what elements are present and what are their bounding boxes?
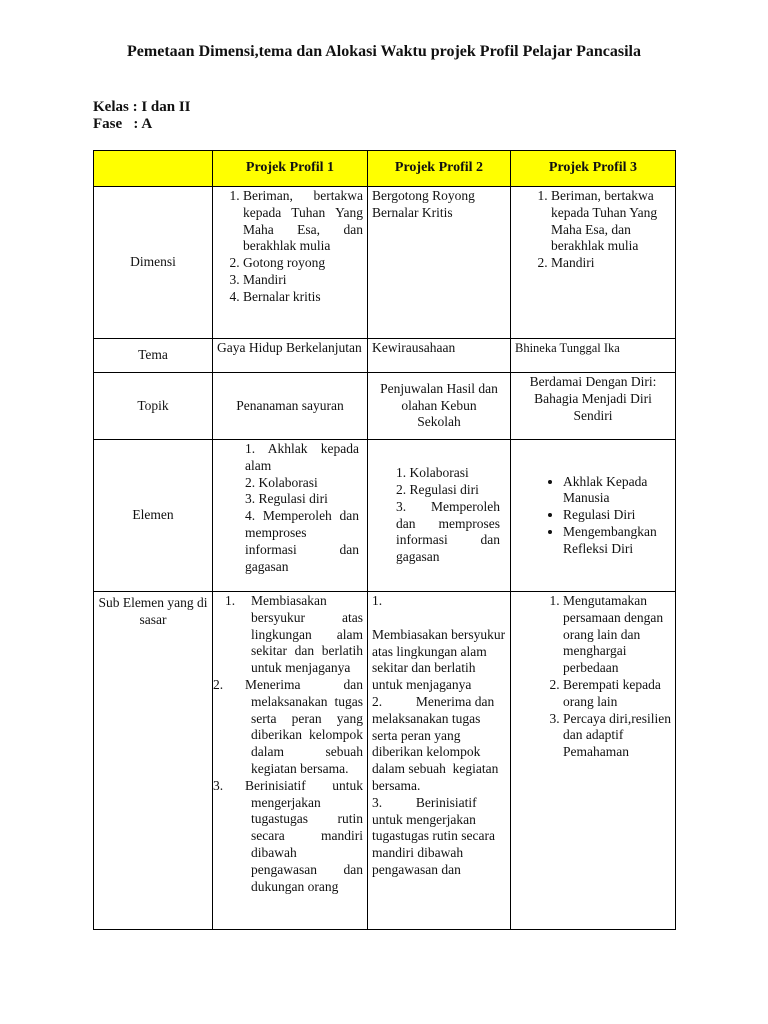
header-projek-2: Projek Profil 2 <box>368 151 511 187</box>
header-empty <box>94 151 213 187</box>
topik-p2-cell: Penjuwalan Hasil dan olahan Kebun Sekolah <box>368 373 511 440</box>
sub-elemen-p3-cell <box>511 592 676 930</box>
list-item: 1. Kolaborasi <box>396 465 469 481</box>
list-item: 2. Gotong royong <box>243 255 363 272</box>
list-item: 3. Mandiri <box>243 272 363 289</box>
list-item: • Akhlak Kepada Manusia <box>563 474 671 508</box>
list-item: 2. Berempati kepada orang lain <box>563 677 671 711</box>
document-meta <box>93 99 191 133</box>
table-header-row <box>94 151 676 187</box>
row-label-elemen: Elemen <box>94 440 213 592</box>
list-item: 1. Beriman, bertakwa kepada Tuhan Yang Maha Esa, dan berakhlak mulia <box>243 188 363 255</box>
row-label-tema: Tema <box>94 339 213 373</box>
item-number: 1. <box>225 593 236 608</box>
elemen-p1-list <box>217 441 363 575</box>
dimensi-p1-list <box>217 188 363 306</box>
list-item: 2. Regulasi diri <box>396 481 479 497</box>
row-label-topik: Topik <box>94 373 213 440</box>
elemen-p2-cell <box>368 440 511 592</box>
item-text: Membiasakan bersyukur atas lingkungan alam sekitar dan berlatih untuk menjaganya <box>251 593 363 676</box>
list-item: 3. Regulasi diri <box>245 491 328 507</box>
list-item: 1. Akhlak kepada alam <box>245 441 359 473</box>
list-item: 2. Kolaborasi <box>245 474 318 490</box>
dimensi-p1-cell <box>213 187 368 339</box>
sub-elemen-p2-cell <box>368 592 511 930</box>
list-item: 1. <box>372 593 383 608</box>
list-item <box>213 676 363 778</box>
list-item <box>219 593 363 677</box>
list-item: 3. Berinisiatif untuk mengerjakan tugastugas rutin secara mandiri dibawah pengawasan dan <box>372 794 499 877</box>
row-dimensi <box>94 187 676 339</box>
item-number: 2. <box>213 676 224 692</box>
list-item: 1. Beriman, bertakwa kepada Tuhan Yang Maha Esa, dan berakhlak mulia <box>551 188 671 255</box>
sub-elemen-p1-cell <box>213 592 368 930</box>
list-item: 1. Mengutamakan persamaan dengan orang lain dan menghargai perbedaan <box>563 593 671 677</box>
item-text: Menerima dan melaksanakan tugas serta peran yang diberikan kelompok dalam sebuah kegiatan bersama. <box>245 676 363 776</box>
list-item: Membiasakan bersyukur atas lingkungan alam sekitar dan berlatih untuk menjaganya <box>372 626 506 693</box>
list-item: • Regulasi Diri <box>563 507 671 524</box>
list-item: 2. Menerima dan melaksanakan tugas serta peran yang diberikan kelompok dalam sebuah kegiatan bersama. <box>372 693 502 793</box>
elemen-p1-cell <box>213 440 368 592</box>
dimensi-p2-cell: Bergotong Royong Bernalar Kritis <box>368 187 511 339</box>
row-sub-elemen <box>94 592 676 930</box>
list-item: 3. Percaya diri,resilien dan adaptif Pemahaman <box>563 711 671 761</box>
elemen-p2-list <box>372 465 506 566</box>
item-number: 3. <box>213 777 224 793</box>
document-title: Pemetaan Dimensi,tema dan Alokasi Waktu projek Profil Pelajar Pancasila <box>127 43 641 60</box>
fase-line: Fase : A <box>93 116 153 132</box>
dimensi-p3-cell <box>511 187 676 339</box>
topik-p3-cell: Berdamai Dengan Diri: Bahagia Menjadi Diri Sendiri <box>511 373 676 440</box>
elemen-p3-cell <box>511 440 676 592</box>
tema-p3-cell: Bhineka Tunggal Ika <box>511 339 676 373</box>
topik-p1-cell: Penanaman sayuran <box>213 373 368 440</box>
row-elemen <box>94 440 676 592</box>
tema-p2-cell: Kewirausahaan <box>368 339 511 373</box>
header-projek-1: Projek Profil 1 <box>213 151 368 187</box>
dimensi-p3-list <box>515 188 671 272</box>
tema-p1-cell: Gaya Hidup Berkelanjutan <box>213 339 368 373</box>
sub-elemen-p3-list <box>515 593 671 761</box>
row-label-sub-elemen: Sub Elemen yang di sasar <box>94 592 213 930</box>
list-item: 2. Mandiri <box>551 255 671 272</box>
header-projek-3: Projek Profil 3 <box>511 151 676 187</box>
list-item: 4. Memperoleh dan memproses informasi dan gagasan <box>245 508 359 574</box>
list-item: 4. Bernalar kritis <box>243 289 363 306</box>
row-topik <box>94 373 676 440</box>
list-item: • Mengembangkan Refleksi Diri <box>563 524 671 558</box>
list-item: 3. Memperoleh dan memproses informasi dan gagasan <box>396 498 500 565</box>
mapping-table <box>93 150 676 930</box>
row-label-dimensi: Dimensi <box>94 187 213 339</box>
kelas-line: Kelas : I dan II <box>93 99 191 115</box>
elemen-p3-list <box>515 474 671 558</box>
item-text: Berinisiatif untuk mengerjakan tugastugas rutin secara mandiri dibawah pengawasan dan dukungan orang <box>245 777 363 894</box>
row-tema <box>94 339 676 373</box>
list-item <box>213 777 363 896</box>
